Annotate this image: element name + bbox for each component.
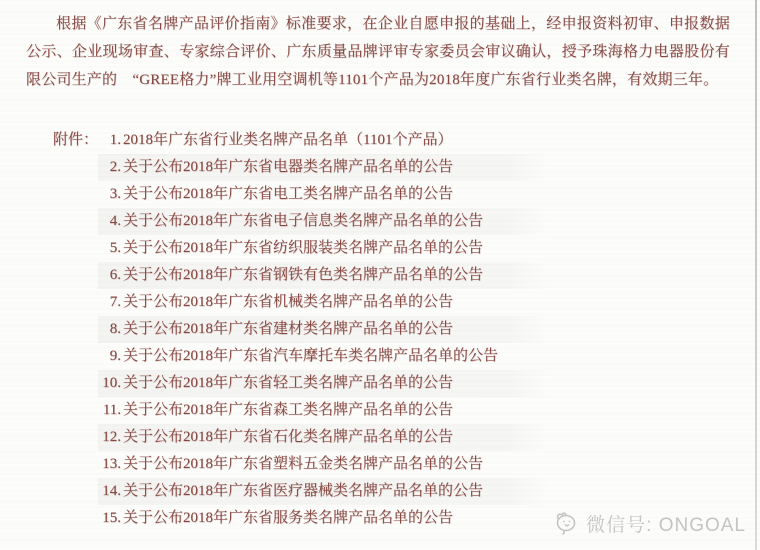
- attachment-text: 关于公布2018年广东省服务类名牌产品名单的公告: [123, 510, 454, 526]
- attachment-item: [98, 397, 760, 424]
- attachment-number: 2.: [109, 159, 122, 175]
- attachment-text: 关于公布2018年广东省轻工类名牌产品名单的公告: [123, 375, 454, 391]
- watermark: [553, 510, 746, 537]
- attachment-item: [98, 235, 760, 262]
- attachment-number: 14.: [102, 483, 122, 499]
- attachment-text: 关于公布2018年广东省汽车摩托车类名牌产品名单的公告: [123, 348, 499, 364]
- watermark-text: 微信号: ONGOAL: [586, 515, 746, 536]
- attachment-text: 2018年广东省行业类名牌产品名单（1101个产品）: [123, 132, 453, 148]
- attachment-number: 8.: [109, 321, 122, 337]
- attachments-label: 附件：: [53, 132, 99, 148]
- attachment-number: 10.: [102, 375, 122, 391]
- attachment-text: 关于公布2018年广东省森工类名牌产品名单的公告: [123, 402, 454, 418]
- attachment-number: 15.: [102, 510, 122, 526]
- attachment-item: [98, 262, 760, 289]
- page-edge-line: [755, 0, 757, 550]
- attachment-list: [98, 127, 760, 532]
- attachment-item: [98, 289, 760, 316]
- ongoal-mascot-icon: [553, 510, 580, 537]
- attachment-item: [98, 316, 760, 343]
- attachment-text: 关于公布2018年广东省电器类名牌产品名单的公告: [123, 159, 454, 175]
- attachments-section: [53, 127, 760, 532]
- attachment-number: 7.: [109, 294, 122, 310]
- attachment-item: [98, 343, 760, 370]
- attachment-item: [98, 154, 760, 181]
- attachment-number: 3.: [109, 186, 122, 202]
- attachment-number: 13.: [102, 456, 122, 472]
- attachment-item: [98, 370, 760, 397]
- attachment-item: [98, 181, 760, 208]
- attachment-text: 关于公布2018年广东省机械类名牌产品名单的公告: [123, 294, 454, 310]
- attachment-number: 12.: [102, 429, 122, 445]
- attachment-number: 6.: [109, 267, 122, 283]
- attachment-text: 关于公布2018年广东省医疗器械类名牌产品名单的公告: [123, 483, 484, 499]
- intro-paragraph: 根据《广东省名牌产品评价指南》标准要求，在企业自愿申报的基础上，经申报资料初审、申报数据公示、企业现场审查、专家综合评价、广东质量品牌评审专家委员会审议确认，授予珠海格力电器股份有限公司生产的 “GREE格力”牌工业用空调机等1101个产品为2018年度广东省行业类名牌，有效期三年。: [26, 16, 730, 88]
- attachment-item: [98, 127, 760, 154]
- attachment-text: 关于公布2018年广东省建材类名牌产品名单的公告: [123, 321, 454, 337]
- attachment-number: 9.: [109, 348, 122, 364]
- attachment-text: 关于公布2018年广东省石化类名牌产品名单的公告: [123, 429, 454, 445]
- attachment-item: [98, 424, 760, 451]
- attachment-item: [98, 208, 760, 235]
- attachment-number: 4.: [109, 213, 122, 229]
- attachment-item: [98, 478, 760, 505]
- attachment-number: 11.: [102, 402, 122, 418]
- attachment-item: [98, 451, 760, 478]
- attachment-text: 关于公布2018年广东省电子信息类名牌产品名单的公告: [123, 213, 484, 229]
- attachment-text: 关于公布2018年广东省电工类名牌产品名单的公告: [123, 186, 454, 202]
- attachment-text: 关于公布2018年广东省钢铁有色类名牌产品名单的公告: [123, 267, 484, 283]
- attachment-text: 关于公布2018年广东省塑料五金类名牌产品名单的公告: [123, 456, 484, 472]
- attachment-number: 5.: [109, 240, 122, 256]
- attachment-number: 1.: [109, 132, 122, 148]
- attachment-text: 关于公布2018年广东省纺织服装类名牌产品名单的公告: [123, 240, 484, 256]
